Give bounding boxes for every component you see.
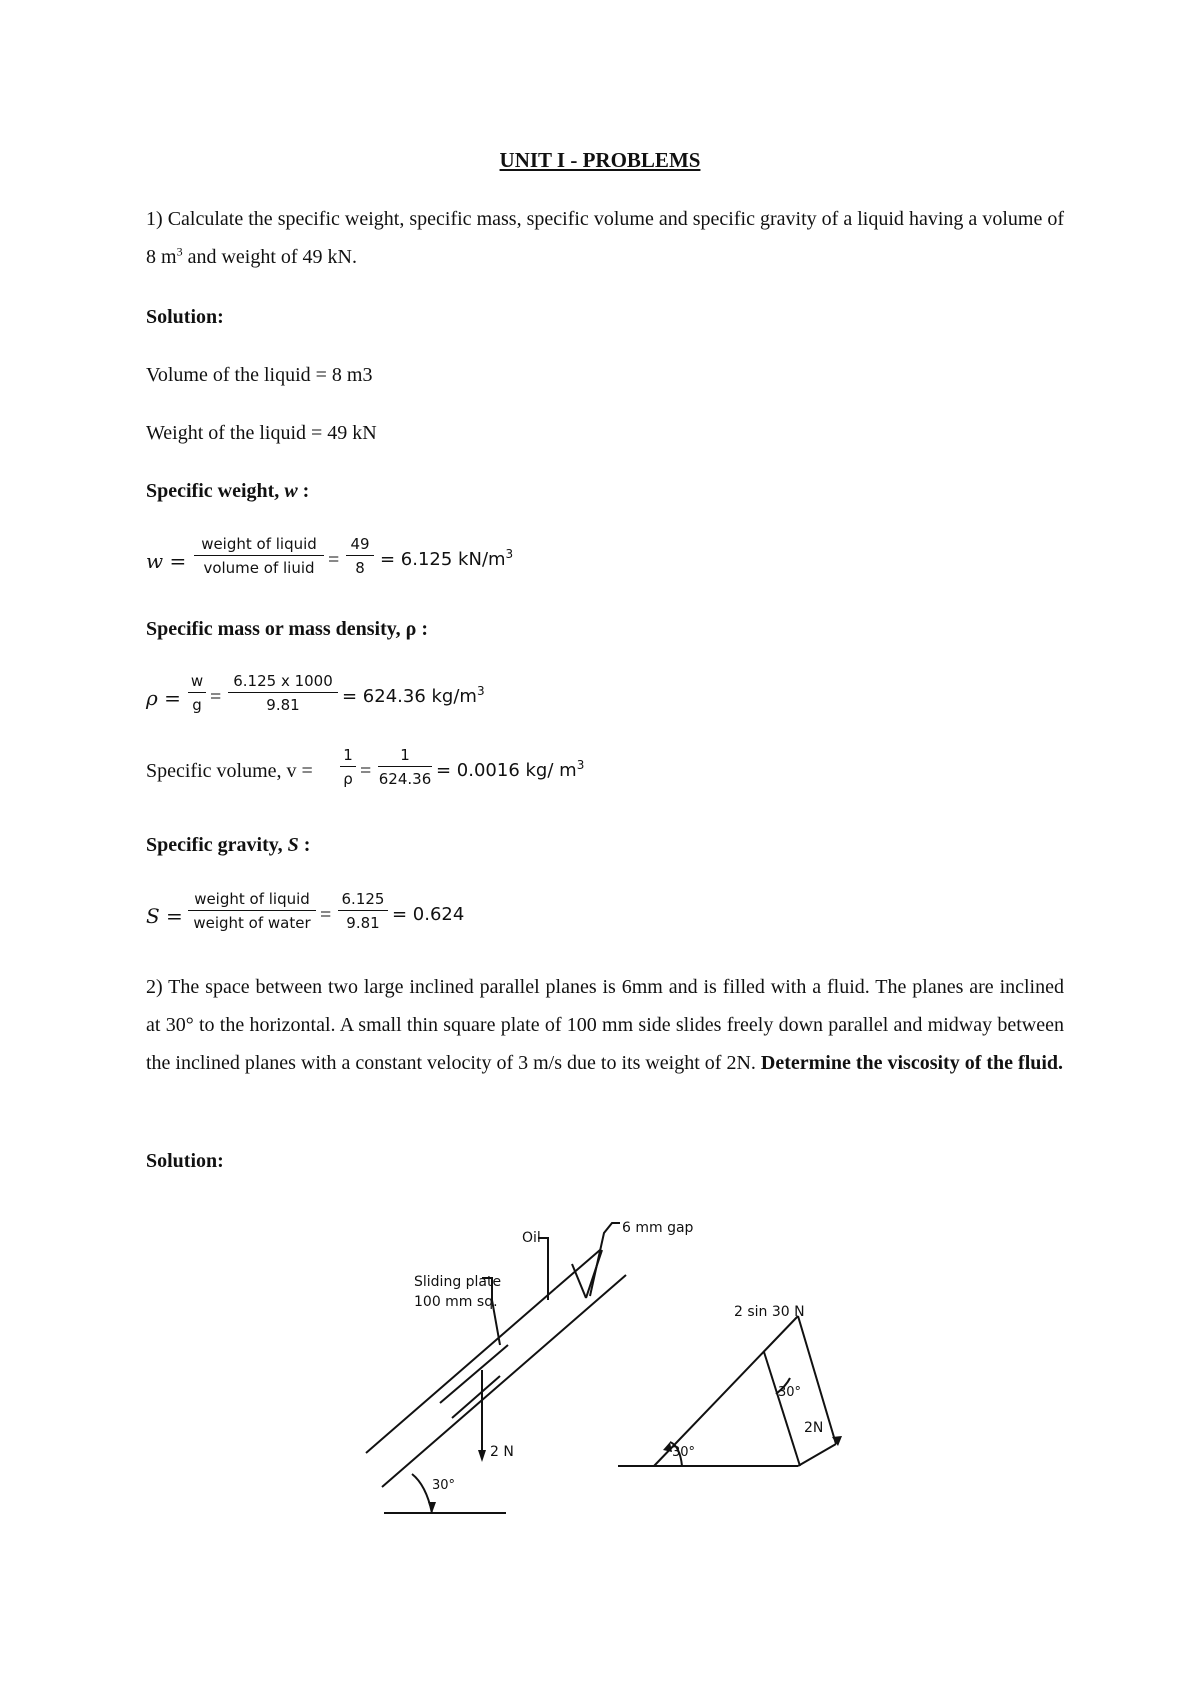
angle-label: 30°	[432, 1478, 456, 1493]
denominator: g	[192, 696, 202, 714]
volume-line: Volume of the liquid = 8 m3	[146, 364, 373, 386]
problem-2-text: 2) The space between two large inclined parallel planes is 6mm and is filled with a fluid. The planes are inclined at 30° to the horizontal. A small thin square plate of 100 mm side slides freely down parallel and midway between the inclined planes with a constant velocity of 3 m/s due to its weight of 2N.	[146, 976, 1064, 1074]
result-text: = 624.36 kg/m	[342, 686, 477, 707]
solution-label-2: Solution:	[146, 1150, 224, 1172]
denominator: volume of liuid	[203, 559, 315, 577]
problem-2-question: Determine the viscosity of the fluid.	[760, 1052, 1064, 1074]
problem-1-text-line1: 1) Calculate the specific weight, specific mass, specific volume and specific gravity of a liquid having	[146, 208, 964, 230]
superscript: 3	[176, 244, 183, 259]
equals-sign: =	[360, 760, 372, 782]
equals-sign: =	[210, 686, 222, 708]
eq-result: = 0.624	[392, 904, 465, 925]
symbol-w: w	[284, 480, 298, 502]
eq-lhs: w =	[146, 549, 187, 573]
triangle-altitude	[764, 1352, 800, 1466]
angle-arc	[412, 1474, 432, 1513]
denominator: 9.81	[266, 696, 300, 714]
triangle-base-angle: 30°	[672, 1445, 696, 1460]
colon: :	[298, 834, 311, 856]
denominator: weight of water	[193, 914, 311, 932]
triangle-inner-angle: 30°	[778, 1385, 802, 1400]
equals-sign: =	[328, 549, 340, 571]
mass-density-heading: Specific mass or mass density, ρ :	[146, 618, 429, 640]
denominator: 624.36	[378, 770, 432, 788]
numerator: 1	[378, 746, 432, 767]
oil-leader	[538, 1238, 548, 1300]
numerator: weight of liquid	[188, 890, 316, 911]
upper-plane-line	[366, 1288, 556, 1453]
plate-label-1: Sliding plate	[414, 1274, 502, 1290]
arrowhead-icon	[478, 1450, 486, 1462]
oil-label: Oil	[522, 1230, 541, 1246]
problem-1-text-line2: a volume of 8 m	[146, 208, 1065, 268]
eq-lhs: ρ =	[146, 686, 181, 710]
symbol-s: S	[287, 834, 299, 856]
numerator: 49	[346, 535, 374, 556]
denominator: 9.81	[346, 914, 380, 932]
superscript: 3	[576, 758, 585, 772]
problem-1-text-line2-end: and weight of 49 kN.	[182, 246, 357, 268]
superscript: 3	[505, 547, 514, 561]
eq-lhs: Specific volume, v =	[146, 760, 313, 782]
numerator: 1	[340, 746, 356, 767]
superscript: 3	[476, 684, 485, 698]
numerator: w	[188, 672, 206, 693]
colon: :	[297, 480, 310, 502]
weight-label: 2 N	[490, 1444, 514, 1460]
arrowhead-icon	[428, 1502, 436, 1513]
heading-text: Specific gravity,	[146, 834, 288, 856]
sliding-plate	[440, 1345, 508, 1403]
equals-sign: =	[320, 904, 332, 926]
gap-label: 6 mm gap	[622, 1220, 694, 1236]
solution-label-1: Solution:	[146, 306, 224, 328]
weight-line: Weight of the liquid = 49 kN	[146, 422, 377, 444]
triangle-top-label: 2 sin 30 N	[734, 1304, 805, 1320]
triangle-side-2	[798, 1444, 836, 1466]
heading-text: Specific weight,	[146, 480, 285, 502]
eq-lhs: S =	[146, 904, 183, 928]
result-text: = 6.125 kN/m	[380, 549, 506, 570]
numerator: 6.125	[338, 890, 388, 911]
triangle-side-label: 2N	[804, 1420, 824, 1436]
denominator: ρ	[343, 770, 353, 788]
numerator: 6.125 x 1000	[228, 672, 338, 693]
page-title: UNIT I - PROBLEMS	[499, 148, 701, 172]
denominator: 8	[355, 559, 365, 577]
plate-label-2: 100 mm sq.	[414, 1294, 498, 1310]
sliding-plate-edge	[452, 1376, 500, 1418]
result-text: = 0.0016 kg/ m	[436, 760, 577, 781]
numerator: weight of liquid	[194, 535, 324, 556]
arrowhead-icon	[663, 1442, 672, 1452]
